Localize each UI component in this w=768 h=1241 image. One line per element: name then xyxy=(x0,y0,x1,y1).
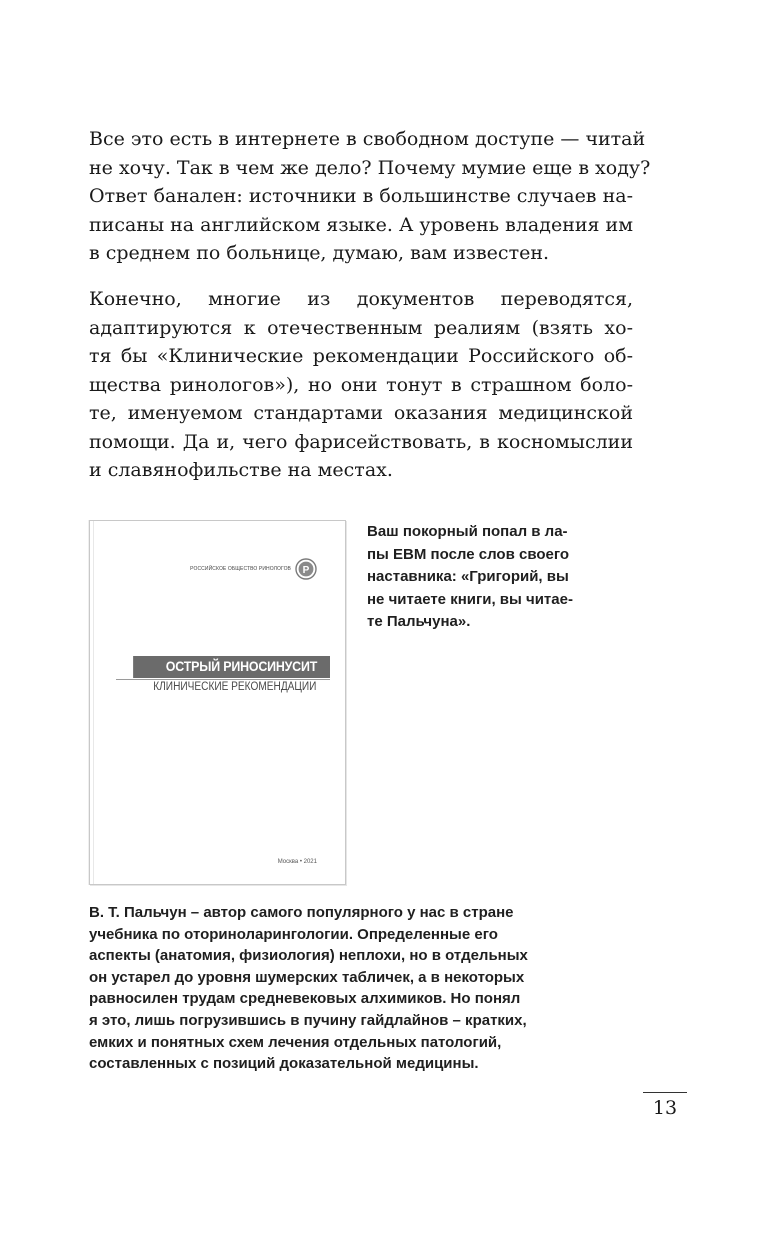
cover-city-year: Москва • 2021 xyxy=(277,859,317,865)
caption-line: емких и понятных схем лечения отдельных патологий, xyxy=(89,1033,502,1051)
body-paragraph-2 xyxy=(89,285,633,485)
text-line: тя бы «Клинические рекомендации Российского об- xyxy=(89,345,633,367)
text-line: в среднем по больнице, думаю, вам известен. xyxy=(89,242,550,264)
caption-line: пы EBM после слов своего xyxy=(367,545,570,563)
caption-line: учебника по оториноларингологии. Определенные его xyxy=(89,925,498,943)
body-paragraph-1 xyxy=(89,125,651,268)
caption-line: не читаете книги, вы читае- xyxy=(367,590,573,608)
cover-spine-edge xyxy=(93,521,94,884)
caption-line: те Пальчуна». xyxy=(367,613,471,630)
text-line: Конечно, многие из документов переводятся, xyxy=(89,288,633,310)
text-line: щества ринологов»), но они тонут в страшном боло- xyxy=(89,373,633,396)
caption-line: В. Т. Пальчун – автор самого популярного у нас в стране xyxy=(89,904,514,921)
society-logo-icon xyxy=(295,558,317,580)
caption-line: наставника: «Григорий, вы xyxy=(367,568,569,585)
text-line: Ответ банален: источники в большинстве случаев на- xyxy=(89,185,633,207)
text-line: помощи. Да и, чего фарисействовать, в косномыслии xyxy=(89,430,633,453)
logo-letter: Р xyxy=(302,565,310,576)
caption-line: равносилен трудам средневековых алхимиков. Но понял xyxy=(89,990,521,1008)
caption-line: Ваш покорный попал в ла- xyxy=(367,523,568,540)
cover-title: ОСТРЫЙ РИНОСИНУСИТ xyxy=(133,656,330,678)
text-line: Все это есть в интернете в свободном доступе — читай xyxy=(89,128,646,150)
page-number: 13 xyxy=(652,1097,678,1119)
side-caption xyxy=(367,521,617,634)
book-cover-figure xyxy=(89,520,346,885)
caption-line: он устарел до уровня шумерских табличек, а в некоторых xyxy=(89,968,525,986)
caption-line: аспекты (анатомия, физиология) неплохи, но в отдельных xyxy=(89,947,528,965)
text-line: адаптируются к отечественным реалиям (взять хо- xyxy=(89,316,633,339)
cover-subtitle: КЛИНИЧЕСКИЕ РЕКОМЕНДАЦИИ xyxy=(152,681,316,693)
text-line: писаны на английском языке. А уровень владения им xyxy=(89,213,633,236)
caption-line: составленных с позиций доказательной медицины. xyxy=(89,1055,479,1073)
page-number-rule xyxy=(643,1092,687,1093)
text-line: те, именуемом стандартами оказания медицинской xyxy=(89,402,633,424)
bottom-caption xyxy=(89,902,629,1075)
text-line: не хочу. Так в чем же дело? Почему мумие еще в ходу? xyxy=(89,156,651,179)
caption-line: я это, лишь погрузившись в пучину гайдлайнов – кратких, xyxy=(89,1011,527,1029)
cover-organization-name: РОССИЙСКОЕ ОБЩЕСТВО РИНОЛОГОВ xyxy=(190,566,291,572)
text-line: и славянофильстве на местах. xyxy=(89,459,393,481)
cover-divider xyxy=(116,679,330,680)
